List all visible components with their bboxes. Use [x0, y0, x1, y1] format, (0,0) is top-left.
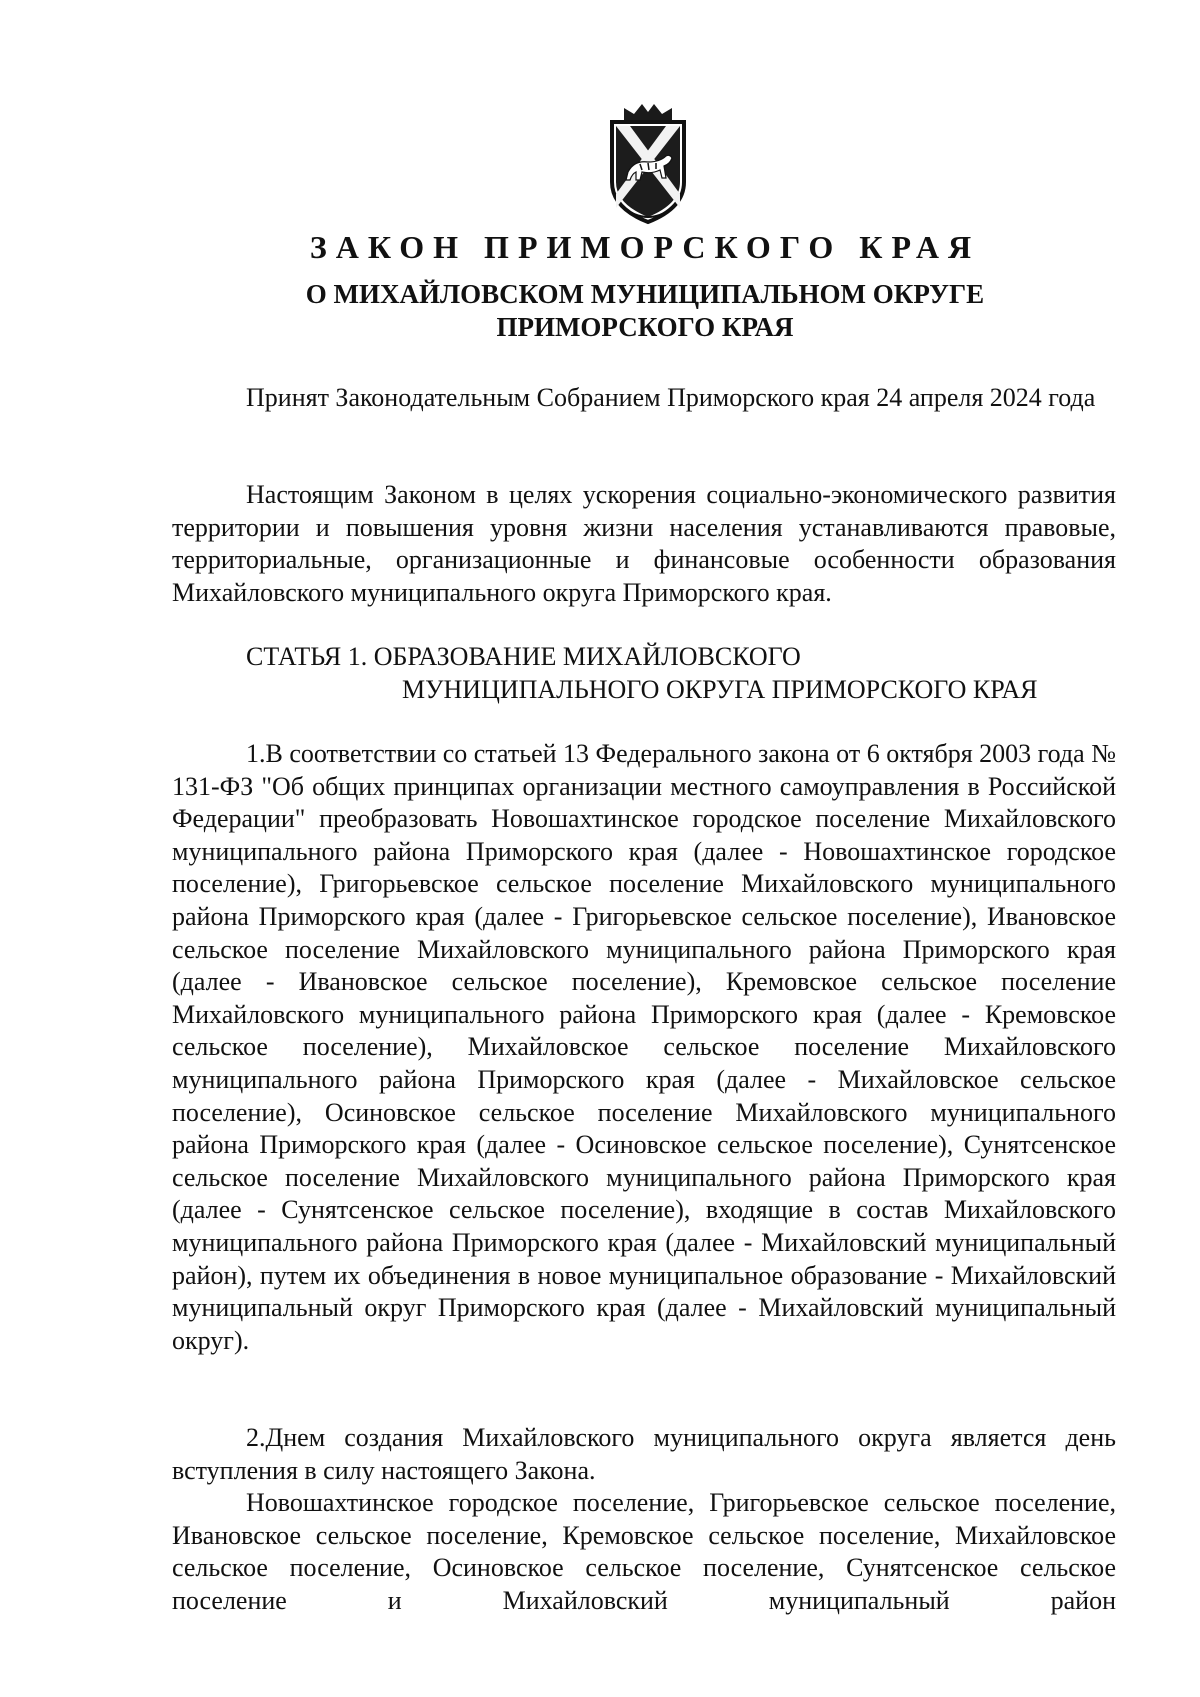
adoption-statement: Принят Законодательным Собранием Приморского края 24 апреля 2024 года — [246, 383, 1096, 412]
law-title: ЗАКОН ПРИМОРСКОГО КРАЯ — [309, 229, 981, 265]
article-1-paragraph-2: 2.Днем создания Михайловского муниципального округа является день вступления в силу настоящего Закона. — [172, 1423, 1116, 1485]
primorsky-coat-of-arms-icon — [604, 104, 692, 226]
article-1-paragraph-3: Новошахтинское городское поселение, Григорьевское сельское поселение, Ивановское сельское поселение, Кремовское сельское поселение, Михайловское сельское поселение, Осиновское сельское поселение, Сунятсенское сельское поселение и Михайловский муниципальный район — [172, 1488, 1116, 1615]
article-1-paragraph-1: 1.В соответствии со статьей 13 Федерального закона от 6 октября 2003 года № 131-ФЗ "Об общих принципах организации местного самоуправления в Российской Федерации" преобразовать Новошахтинское городское поселение Михайловского муниципального района Приморского края (далее - Новошахтинское городское поселение), Григорьевское сельское поселение Михайловского муниципального района Приморского края (далее - Григорьевское сельское поселение), Ивановское сельское поселение Михайловского муниципального района Приморского края (далее - Ивановское сельское поселение), Кремовское сельское поселение Михайловского муниципального района Приморского края (далее - Кремовское сельское поселение), Михайловское сельское поселение Михайловского муниципального района Приморского края (далее - Михайловское сельское поселение), Осиновское сельское поселение Михайловского муниципального района Приморского края (далее - Осиновское сельское поселение), Сунятсенское сельское поселение Михайловского муниципального района Приморского края (далее - Сунятсенское сельское поселение), входящие в состав Михайловского муниципального района Приморского края (далее - Михайловский муниципальный район), путем их объединения в новое муниципальное образование - Михайловский муниципальный округ Приморского края (далее - Михайловский муниципальный округ). — [172, 739, 1116, 1355]
law-subtitle — [160, 278, 1130, 344]
law-subtitle-line2: ПРИМОРСКОГО КРАЯ — [496, 312, 794, 342]
preamble-paragraph: Настоящим Законом в целях ускорения социально-экономического развития территории и повышения уровня жизни населения устанавливаются правовые, территориальные, организационные и финансовые особенности образования Михайловского муниципального округа Приморского края. — [172, 480, 1116, 607]
article-1-heading-line1: СТАТЬЯ 1. ОБРАЗОВАНИЕ МИХАЙЛОВСКОГО — [246, 642, 801, 671]
article-1-heading-line2: МУНИЦИПАЛЬНОГО ОКРУГА ПРИМОРСКОГО КРАЯ — [402, 675, 1038, 704]
law-subtitle-line1: О МИХАЙЛОВСКОМ МУНИЦИПАЛЬНОМ ОКРУГЕ — [305, 279, 985, 309]
article-1-heading — [246, 640, 1126, 706]
